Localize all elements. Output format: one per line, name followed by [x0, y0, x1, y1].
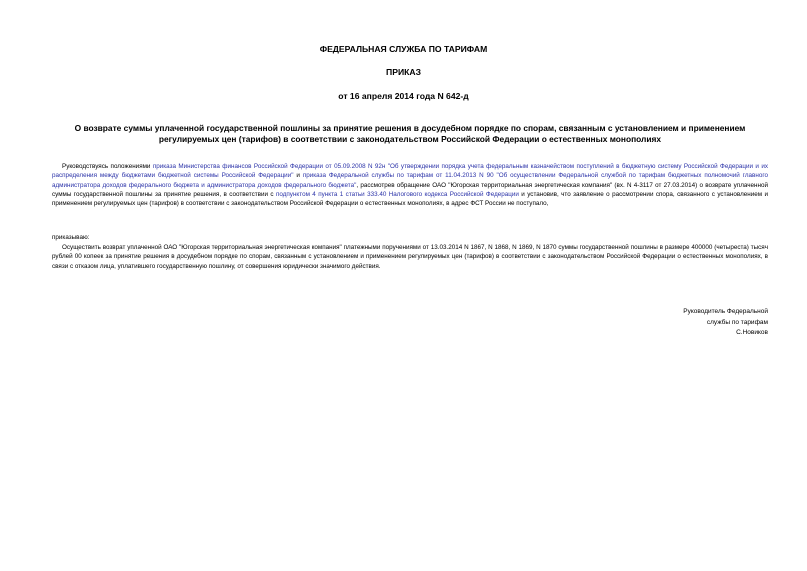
- tax-code-link[interactable]: подпунктом 4 пункта 1 статьи 333.40 Налогового кодекса Российской Федерации: [275, 190, 519, 198]
- signature-position-line1: Руководитель Федеральной: [683, 308, 768, 315]
- preamble-text-4: и установив, что заявление о рассмотрении спора, связанного с установлением и применением регулируемых цен (тарифов) в соответствии с законодательством Российской Федерации о естественных монополиях, в адрес ФСТ России не поступало,: [52, 190, 768, 208]
- agency-heading: ФЕДЕРАЛЬНАЯ СЛУЖБА ПО ТАРИФАМ: [319, 44, 488, 54]
- signature-block: [683, 307, 768, 339]
- signature-name: С.Новиков: [736, 329, 768, 336]
- fst-order-link[interactable]: приказа Федеральной службы по тарифам от 11.04.2013 N 90 "Об осуществлении Федеральной службой по тарифам бюджетных полномочий главного администратора доходов федерального бюджета и администратора доходов федерального бюджета": [52, 172, 768, 189]
- preamble-paragraph: [52, 162, 768, 208]
- document-date-number: от 16 апреля 2014 года N 642-д: [338, 91, 469, 101]
- preamble-text-1: Руководствуясь положениями: [62, 163, 153, 170]
- order-word: приказываю:: [52, 234, 90, 241]
- order-paragraph: Осуществить возврат уплаченной ОАО "Югорская территориальная энергетическая компания" платежными поручениями от 13.03.2014 N 1867, N 1868, N 1869, N 1870 суммы государственной пошлины в размере 400000 (четыреста) тысяч рублей 00 копеек за принятие решения в досудебном порядке по спорам, связанным с установлением и применением регулируемых цен (тарифов) в соответствии с законодательством Российской Федерации о естественных монополиях, в связи с отказом лица, уплатившего государственную пошлину, от совершения юридически значимого действия.: [52, 244, 768, 270]
- preamble-text-3: , рассмотрев обращение ОАО "Югорская территориальная энергетическая компания" (вх. N 4-3117 от 27.03.2014) о возврате уплаченной суммы государственной пошлины за принятие решения, в соответствии с: [52, 181, 768, 198]
- minfin-order-link[interactable]: приказа Министерства финансов Российской Федерации от 05.09.2008 N 92н "Об утверждении порядка учета федеральным казначейством поступлений в бюджетную систему Российской Федерации и их распределения между бюджетами бюджетной системы Российской Федерации": [52, 163, 768, 180]
- preamble-text-2: и: [293, 172, 303, 180]
- document-title: О возврате суммы уплаченной государственной пошлины за принятие решения в досудебном порядке по спорам, связанным с установлением и применением регулируемых цен (тарифов) в соответствии с законодательством Российской Федерации о естественных монополиях: [74, 123, 746, 144]
- document-type-heading: ПРИКАЗ: [386, 67, 421, 77]
- signature-position-line2: службы по тарифам: [706, 318, 768, 326]
